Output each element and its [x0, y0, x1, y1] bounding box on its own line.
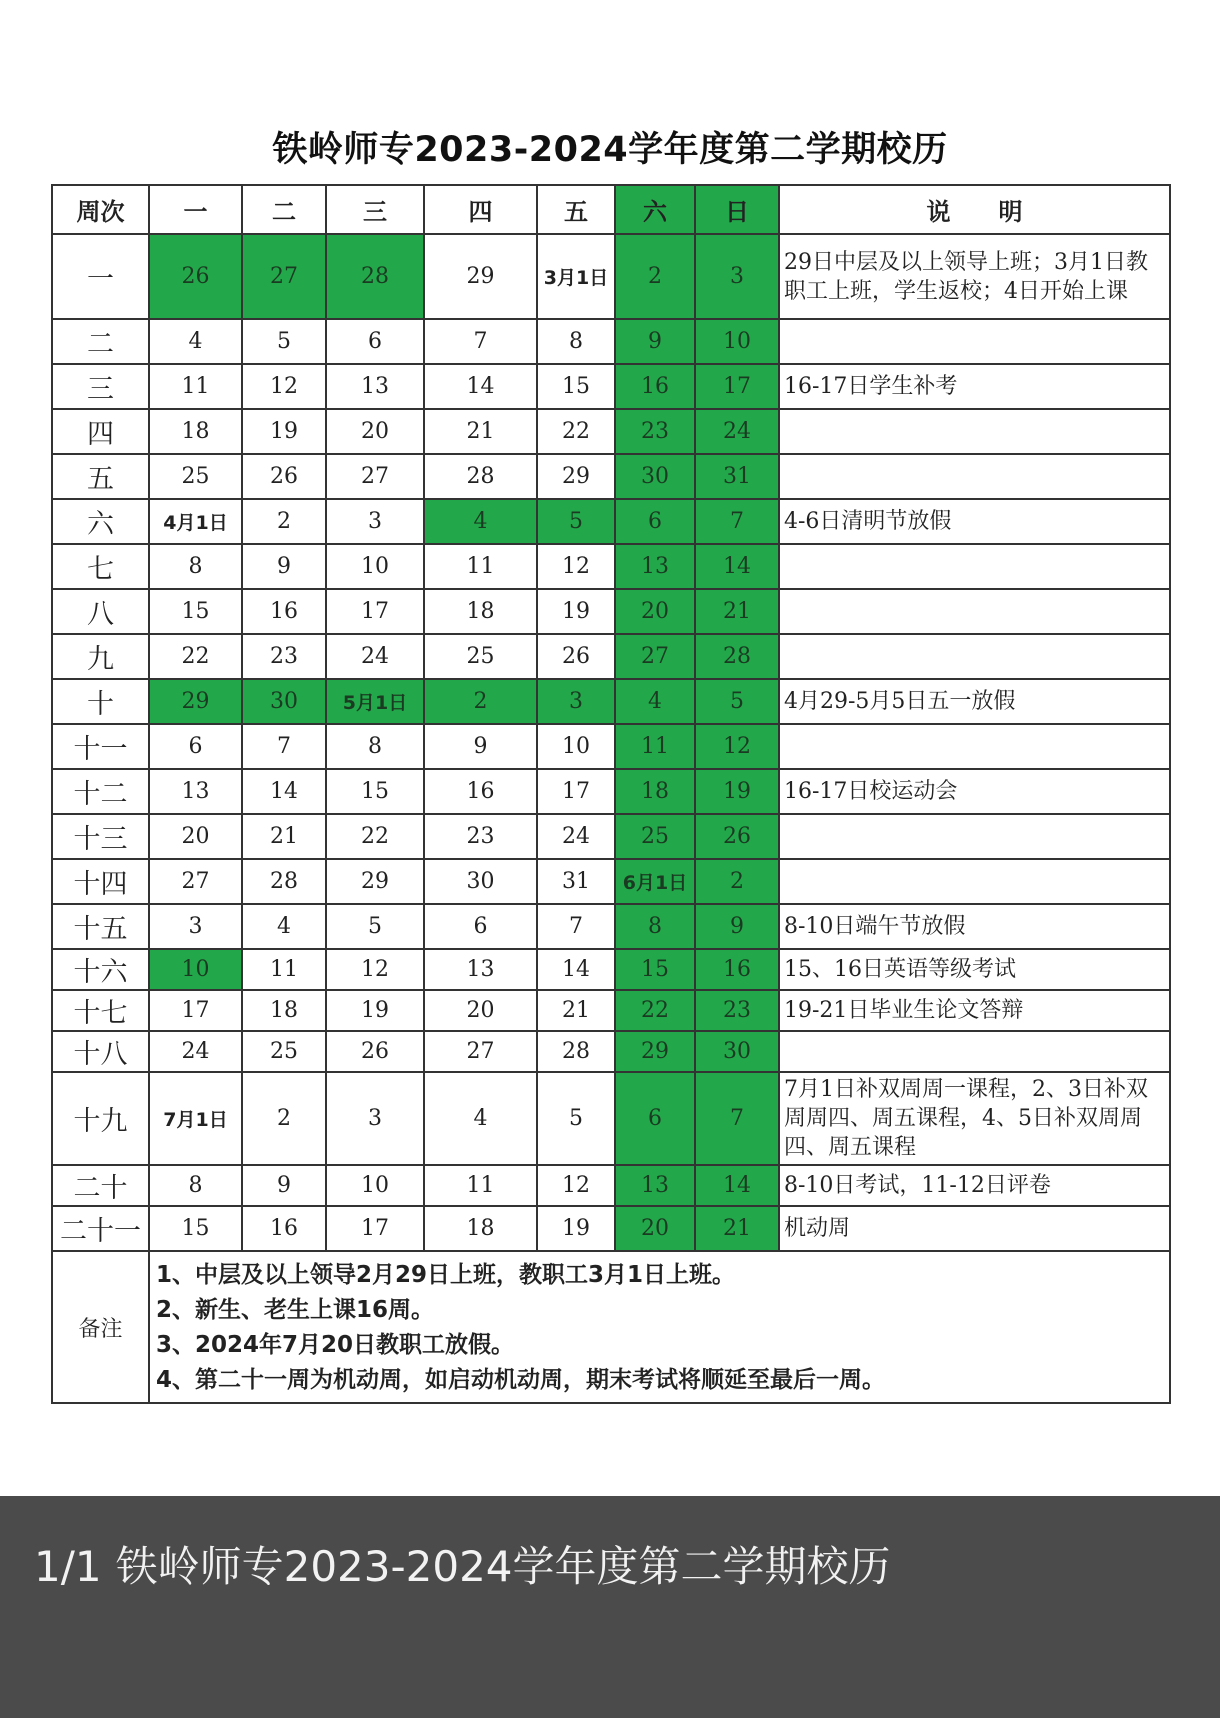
week-row — [52, 769, 1170, 814]
day-cell: 17 — [326, 1206, 424, 1251]
day-cell: 27 — [424, 1031, 537, 1072]
day-cell: 16 — [424, 769, 537, 814]
day-cell: 7 — [695, 499, 779, 544]
day-cell: 18 — [149, 409, 242, 454]
day-cell: 11 — [424, 1165, 537, 1206]
week-row — [52, 1165, 1170, 1206]
day-cell: 27 — [149, 859, 242, 904]
week-note: 19-21日毕业生论文答辩 — [779, 990, 1170, 1031]
week-note: 7月1日补双周周一课程，2、3日补双周周四、周五课程，4、5日补双周周四、周五课程 — [779, 1072, 1170, 1165]
day-cell: 22 — [326, 814, 424, 859]
week-note — [779, 544, 1170, 589]
day-cell: 5 — [695, 679, 779, 724]
caption-title: 铁岭师专2023-2024学年度第二学期校历 — [115, 1542, 891, 1591]
week-row — [52, 364, 1170, 409]
header-sun: 日 — [695, 185, 779, 234]
day-cell: 12 — [326, 949, 424, 990]
week-row — [52, 589, 1170, 634]
day-cell: 16 — [242, 589, 326, 634]
day-cell: 22 — [149, 634, 242, 679]
day-cell: 4 — [424, 1072, 537, 1165]
day-cell: 28 — [695, 634, 779, 679]
day-cell: 26 — [242, 454, 326, 499]
remark-line: 1、中层及以上领导2月29日上班，教职工3月1日上班。 — [156, 1262, 736, 1288]
day-cell: 26 — [537, 634, 615, 679]
day-cell: 10 — [149, 949, 242, 990]
day-cell: 31 — [537, 859, 615, 904]
week-row — [52, 814, 1170, 859]
day-cell: 20 — [615, 1206, 695, 1251]
day-cell: 30 — [242, 679, 326, 724]
day-cell: 10 — [537, 724, 615, 769]
day-cell: 30 — [615, 454, 695, 499]
day-cell: 6 — [424, 904, 537, 949]
day-cell: 28 — [242, 859, 326, 904]
week-note — [779, 859, 1170, 904]
day-cell: 8 — [149, 1165, 242, 1206]
day-cell: 13 — [149, 769, 242, 814]
week-label: 十五 — [52, 904, 149, 949]
day-cell: 22 — [615, 990, 695, 1031]
day-cell: 29 — [615, 1031, 695, 1072]
day-cell: 15 — [149, 589, 242, 634]
week-label: 十二 — [52, 769, 149, 814]
week-label: 十四 — [52, 859, 149, 904]
day-cell: 8 — [149, 544, 242, 589]
day-cell: 25 — [242, 1031, 326, 1072]
week-note — [779, 1031, 1170, 1072]
week-row — [52, 990, 1170, 1031]
day-cell: 21 — [537, 990, 615, 1031]
day-cell: 11 — [615, 724, 695, 769]
remarks-row — [52, 1251, 1170, 1403]
day-cell: 14 — [537, 949, 615, 990]
remarks-cell — [149, 1251, 1170, 1403]
day-cell: 13 — [424, 949, 537, 990]
week-label: 十三 — [52, 814, 149, 859]
day-cell: 2 — [242, 499, 326, 544]
day-cell: 20 — [615, 589, 695, 634]
week-label: 十九 — [52, 1072, 149, 1165]
day-cell: 4 — [149, 319, 242, 364]
day-cell: 6 — [615, 499, 695, 544]
header-fri: 五 — [537, 185, 615, 234]
day-cell: 25 — [424, 634, 537, 679]
week-row — [52, 234, 1170, 319]
week-label: 一 — [52, 234, 149, 319]
day-cell: 3 — [326, 1072, 424, 1165]
week-row — [52, 634, 1170, 679]
day-cell: 15 — [326, 769, 424, 814]
day-cell: 14 — [695, 544, 779, 589]
week-label: 六 — [52, 499, 149, 544]
page-title: 铁岭师专2023-2024学年度第二学期校历 — [272, 130, 948, 170]
day-cell: 13 — [326, 364, 424, 409]
day-cell: 17 — [537, 769, 615, 814]
day-cell: 3 — [695, 234, 779, 319]
week-label: 二十一 — [52, 1206, 149, 1251]
day-cell: 27 — [326, 454, 424, 499]
week-row — [52, 679, 1170, 724]
day-cell: 7 — [242, 724, 326, 769]
day-cell: 4 — [615, 679, 695, 724]
day-cell: 5 — [537, 1072, 615, 1165]
day-cell: 23 — [242, 634, 326, 679]
day-cell: 3 — [537, 679, 615, 724]
week-row — [52, 409, 1170, 454]
week-note: 机动周 — [779, 1206, 1170, 1251]
day-cell: 20 — [424, 990, 537, 1031]
caption-text — [34, 1534, 891, 1594]
day-cell: 7月1日 — [149, 1072, 242, 1165]
day-cell: 15 — [537, 364, 615, 409]
day-cell: 15 — [615, 949, 695, 990]
day-cell: 21 — [695, 1206, 779, 1251]
day-cell: 18 — [615, 769, 695, 814]
day-cell: 30 — [695, 1031, 779, 1072]
week-note: 4月29-5月5日五一放假 — [779, 679, 1170, 724]
header-tue: 二 — [242, 185, 326, 234]
day-cell: 8 — [326, 724, 424, 769]
week-label: 二 — [52, 319, 149, 364]
day-cell: 11 — [242, 949, 326, 990]
day-cell: 14 — [695, 1165, 779, 1206]
day-cell: 19 — [326, 990, 424, 1031]
day-cell: 23 — [695, 990, 779, 1031]
week-row — [52, 499, 1170, 544]
week-note: 16-17日校运动会 — [779, 769, 1170, 814]
week-label: 九 — [52, 634, 149, 679]
day-cell: 12 — [537, 1165, 615, 1206]
day-cell: 14 — [242, 769, 326, 814]
day-cell: 10 — [326, 1165, 424, 1206]
day-cell: 28 — [326, 234, 424, 319]
week-note — [779, 589, 1170, 634]
day-cell: 9 — [242, 544, 326, 589]
week-note — [779, 319, 1170, 364]
day-cell: 28 — [537, 1031, 615, 1072]
day-cell: 19 — [242, 409, 326, 454]
day-cell: 16 — [615, 364, 695, 409]
week-label: 三 — [52, 364, 149, 409]
header-sat: 六 — [615, 185, 695, 234]
day-cell: 26 — [149, 234, 242, 319]
day-cell: 5 — [242, 319, 326, 364]
day-cell: 12 — [537, 544, 615, 589]
day-cell: 29 — [326, 859, 424, 904]
day-cell: 3 — [149, 904, 242, 949]
day-cell: 11 — [149, 364, 242, 409]
day-cell: 29 — [537, 454, 615, 499]
day-cell: 3月1日 — [537, 234, 615, 319]
day-cell: 22 — [537, 409, 615, 454]
week-note: 8-10日端午节放假 — [779, 904, 1170, 949]
week-label: 二十 — [52, 1165, 149, 1206]
header-row — [52, 185, 1170, 234]
day-cell: 27 — [242, 234, 326, 319]
day-cell: 7 — [695, 1072, 779, 1165]
day-cell: 18 — [424, 1206, 537, 1251]
week-row — [52, 1031, 1170, 1072]
day-cell: 24 — [537, 814, 615, 859]
day-cell: 29 — [149, 679, 242, 724]
header-mon: 一 — [149, 185, 242, 234]
day-cell: 3 — [326, 499, 424, 544]
week-note: 4-6日清明节放假 — [779, 499, 1170, 544]
day-cell: 19 — [537, 1206, 615, 1251]
week-label: 七 — [52, 544, 149, 589]
week-note — [779, 634, 1170, 679]
day-cell: 17 — [149, 990, 242, 1031]
day-cell: 6 — [326, 319, 424, 364]
week-row — [52, 904, 1170, 949]
day-cell: 9 — [242, 1165, 326, 1206]
week-note: 8-10日考试，11-12日评卷 — [779, 1165, 1170, 1206]
day-cell: 17 — [695, 364, 779, 409]
day-cell: 9 — [615, 319, 695, 364]
day-cell: 29 — [424, 234, 537, 319]
day-cell: 6月1日 — [615, 859, 695, 904]
page-counter: 1/1 — [34, 1542, 102, 1591]
week-row — [52, 544, 1170, 589]
day-cell: 19 — [695, 769, 779, 814]
header-thu: 四 — [424, 185, 537, 234]
day-cell: 21 — [695, 589, 779, 634]
calendar-table — [51, 184, 1171, 1404]
day-cell: 19 — [537, 589, 615, 634]
day-cell: 30 — [424, 859, 537, 904]
remark-line: 3、2024年7月20日教职工放假。 — [156, 1332, 515, 1358]
day-cell: 27 — [615, 634, 695, 679]
day-cell: 5月1日 — [326, 679, 424, 724]
week-row — [52, 859, 1170, 904]
week-row — [52, 319, 1170, 364]
week-note — [779, 724, 1170, 769]
day-cell: 24 — [695, 409, 779, 454]
day-cell: 4 — [242, 904, 326, 949]
week-label: 十八 — [52, 1031, 149, 1072]
day-cell: 4月1日 — [149, 499, 242, 544]
header-week: 周次 — [52, 185, 149, 234]
day-cell: 13 — [615, 544, 695, 589]
week-row — [52, 1206, 1170, 1251]
day-cell: 9 — [424, 724, 537, 769]
day-cell: 5 — [326, 904, 424, 949]
day-cell: 25 — [149, 454, 242, 499]
day-cell: 6 — [615, 1072, 695, 1165]
week-row — [52, 724, 1170, 769]
day-cell: 2 — [242, 1072, 326, 1165]
day-cell: 15 — [149, 1206, 242, 1251]
week-label: 十一 — [52, 724, 149, 769]
week-note — [779, 814, 1170, 859]
day-cell: 23 — [424, 814, 537, 859]
week-note: 29日中层及以上领导上班；3月1日教职工上班，学生返校；4日开始上课 — [779, 234, 1170, 319]
day-cell: 11 — [424, 544, 537, 589]
day-cell: 20 — [149, 814, 242, 859]
day-cell: 21 — [242, 814, 326, 859]
calendar-body — [52, 234, 1170, 1251]
remark-line: 2、新生、老生上课16周。 — [156, 1297, 435, 1323]
day-cell: 12 — [242, 364, 326, 409]
remarks-label: 备注 — [52, 1251, 149, 1403]
day-cell: 8 — [615, 904, 695, 949]
day-cell: 23 — [615, 409, 695, 454]
day-cell: 14 — [424, 364, 537, 409]
week-label: 八 — [52, 589, 149, 634]
day-cell: 8 — [537, 319, 615, 364]
week-row — [52, 949, 1170, 990]
header-notes: 说 明 — [779, 185, 1170, 234]
day-cell: 26 — [326, 1031, 424, 1072]
day-cell: 20 — [326, 409, 424, 454]
day-cell: 6 — [149, 724, 242, 769]
day-cell: 12 — [695, 724, 779, 769]
week-note: 15、16日英语等级考试 — [779, 949, 1170, 990]
day-cell: 5 — [537, 499, 615, 544]
day-cell: 2 — [695, 859, 779, 904]
day-cell: 16 — [242, 1206, 326, 1251]
week-label: 四 — [52, 409, 149, 454]
week-label: 十六 — [52, 949, 149, 990]
week-note: 16-17日学生补考 — [779, 364, 1170, 409]
day-cell: 7 — [424, 319, 537, 364]
day-cell: 18 — [242, 990, 326, 1031]
day-cell: 4 — [424, 499, 537, 544]
header-wed: 三 — [326, 185, 424, 234]
day-cell: 28 — [424, 454, 537, 499]
day-cell: 2 — [615, 234, 695, 319]
week-label: 五 — [52, 454, 149, 499]
week-label: 十 — [52, 679, 149, 724]
day-cell: 31 — [695, 454, 779, 499]
day-cell: 24 — [326, 634, 424, 679]
day-cell: 9 — [695, 904, 779, 949]
day-cell: 16 — [695, 949, 779, 990]
week-label: 十七 — [52, 990, 149, 1031]
day-cell: 10 — [695, 319, 779, 364]
week-row — [52, 454, 1170, 499]
week-note — [779, 409, 1170, 454]
day-cell: 18 — [424, 589, 537, 634]
remark-line: 4、第二十一周为机动周，如启动机动周，期末考试将顺延至最后一周。 — [156, 1367, 886, 1393]
day-cell: 25 — [615, 814, 695, 859]
day-cell: 7 — [537, 904, 615, 949]
day-cell: 13 — [615, 1165, 695, 1206]
day-cell: 2 — [424, 679, 537, 724]
image-caption-bar — [0, 1496, 1220, 1718]
week-note — [779, 454, 1170, 499]
day-cell: 26 — [695, 814, 779, 859]
day-cell: 10 — [326, 544, 424, 589]
day-cell: 21 — [424, 409, 537, 454]
day-cell: 17 — [326, 589, 424, 634]
week-row — [52, 1072, 1170, 1165]
day-cell: 24 — [149, 1031, 242, 1072]
